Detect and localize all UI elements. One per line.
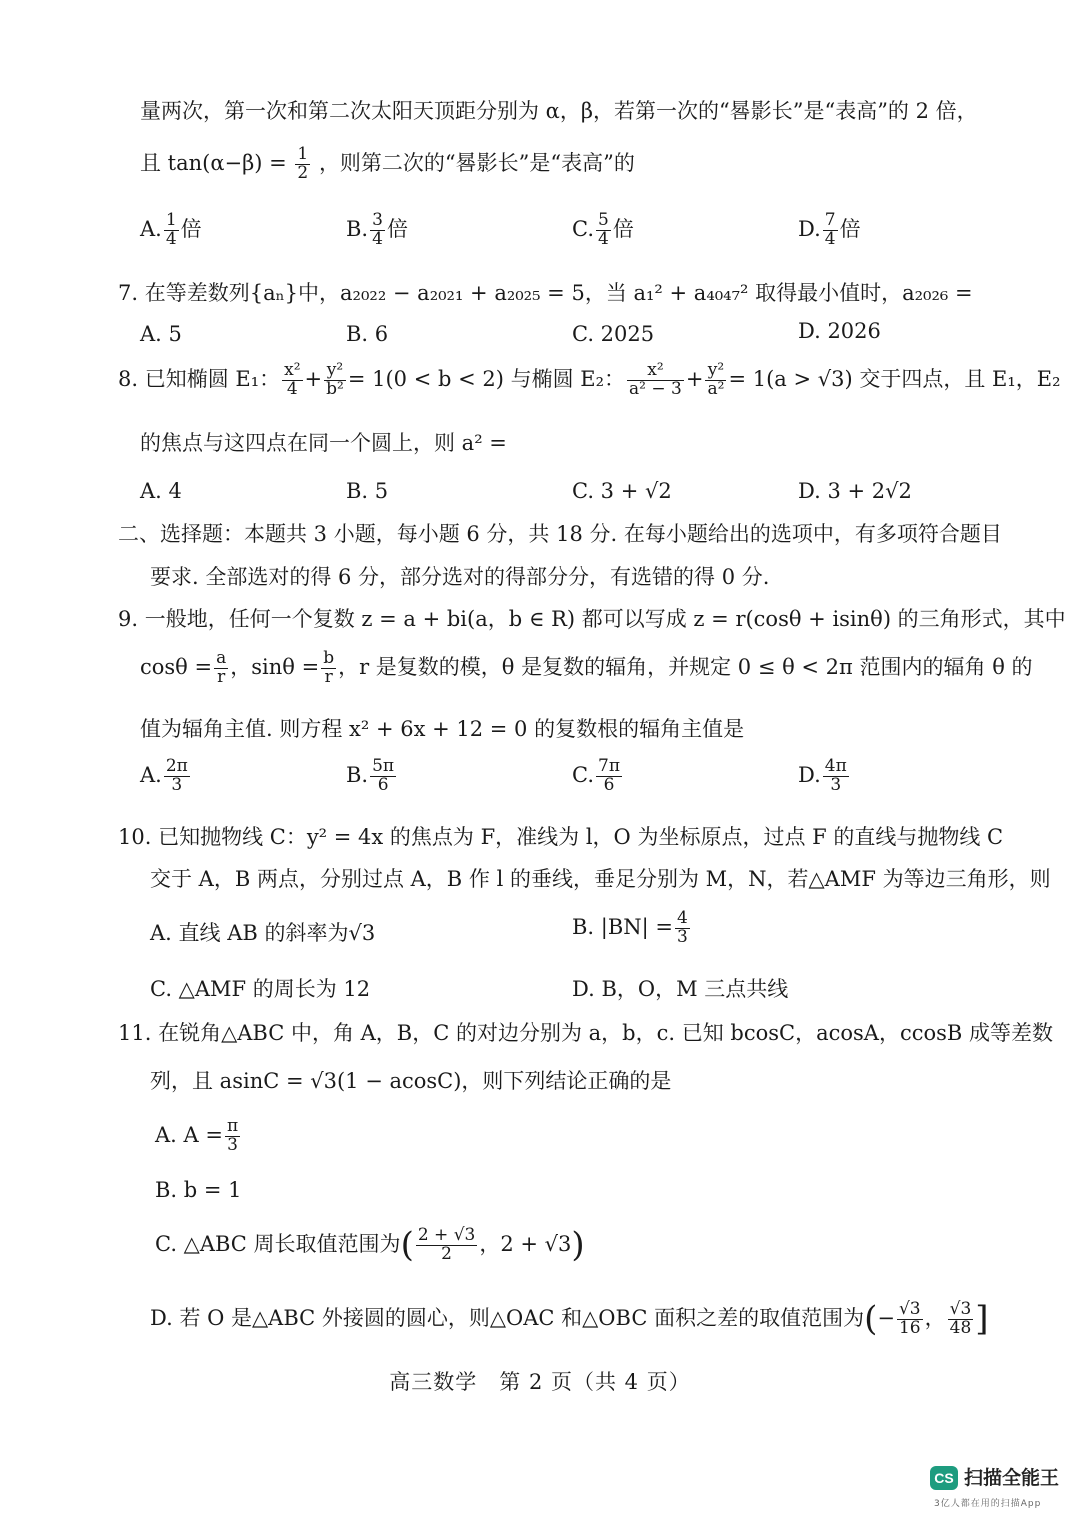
q7-option-b: B. 6 — [346, 322, 389, 346]
q9-option-c: C. $\frac{7\pi}{6}$ — [572, 756, 620, 795]
q6-option-b: B. $\frac{3}{4}$ 倍 — [346, 210, 408, 249]
q6-option-a: A. $\frac{1}{4}$ 倍 — [140, 210, 202, 249]
q7-option-d: D. 2026 — [798, 319, 881, 343]
q10-option-a: A. 直线 AB 的斜率为√3 — [150, 921, 376, 945]
section-2-heading: 二、选择题：本题共 3 小题，每小题 6 分，共 18 分. 在每小题给出的选项中，有多项符合题目 — [118, 522, 1002, 546]
q9-option-a: A. $\frac{2\pi}{3}$ — [140, 756, 188, 795]
q8-stem-line-2: 的焦点与这四点在同一个圆上，则 a² = — [140, 431, 507, 455]
q9-option-b: B. $\frac{5\pi}{6}$ — [346, 756, 395, 795]
q7-option-c: C. 2025 — [572, 322, 655, 346]
q8-option-d: D. 3 + 2√2 — [798, 479, 912, 503]
q7-stem: 7. 在等差数列{aₙ}中，a₂₀₂₂ − a₂₀₂₁ + a₂₀₂₅ = 5，当 a₁² + a₄₀₄₇² 取得最小值时，a₂₀₂₆ = — [118, 281, 973, 305]
q11-option-d: D. 若 O 是△ABC 外接圆的圆心，则△OAC 和△OBC 面积之差的取值范围为(− $\frac{√3}{16}$ ， $\frac{√3}{48}$ ] — [150, 1298, 989, 1339]
q6-line-1: 量两次，第一次和第二次太阳天顶距分别为 α，β，若第一次的“晷影长”是“表高”的 2 倍， — [140, 99, 978, 123]
q11-option-c: C. △ABC 周长取值范围为( $\frac{2 + √3}{2}$ ，2 + √3) — [155, 1224, 585, 1265]
q10-option-b: B. |BN| = $\frac{4}{3}$ — [572, 908, 688, 947]
q6-option-c: C. $\frac{5}{4}$ 倍 — [572, 210, 634, 249]
watermark-name: 扫描全能王 — [964, 1467, 1060, 1489]
q6-option-d: D. $\frac{7}{4}$ 倍 — [798, 210, 861, 249]
q9-option-d: D. $\frac{4\pi}{3}$ — [798, 756, 847, 795]
q11-stem-line-1: 11. 在锐角△ABC 中，角 A，B，C 的对边分别为 a，b，c. 已知 bcosC，acosA，ccosB 成等差数 — [118, 1021, 1054, 1045]
section-2-heading-cont: 要求. 全部选对的得 6 分，部分选对的得部分分，有选错的得 0 分. — [150, 565, 770, 589]
q8-stem-line-1: 8. 已知椭圆 E₁： $\frac{\text{x²}}{4}$ + $\frac{\text{y²}}{\text{b²}}$ = 1(0 < b < 2) 与椭圆 E₂： $\frac{\text{x²}}{\text{a² − 3}}$ + $\frac{\text{y²}}{\text{a²}}$ = 1(a > √3) 交于四点，且 E₁，E₂ — [118, 360, 1061, 399]
watermark-tagline: 3亿人都在用的扫描App — [934, 1499, 1042, 1509]
q10-option-d: D. B，O，M 三点共线 — [572, 977, 789, 1001]
q8-option-b: B. 5 — [346, 479, 389, 503]
q7-option-a: A. 5 — [140, 322, 182, 346]
q10-stem-line-1: 10. 已知抛物线 C：y² = 4x 的焦点为 F，准线为 l，O 为坐标原点，过点 F 的直线与抛物线 C — [118, 825, 1004, 849]
q8-option-a: A. 4 — [140, 479, 182, 503]
q9-stem-line-3: 值为辐角主值. 则方程 x² + 6x + 12 = 0 的复数根的辐角主值是 — [140, 717, 745, 741]
q9-stem-line-2: cosθ = $\frac{a}{r}$ ，sinθ = $\frac{b}{r}$ ，r 是复数的模，θ 是复数的辐角，并规定 0 ≤ θ < 2π 范围内的辐角 θ 的 — [140, 648, 1033, 687]
camscanner-logo-icon: CS — [930, 1466, 958, 1490]
q11-option-b: B. b = 1 — [155, 1178, 242, 1202]
page-footer: 高三数学 第 2 页（共 4 页） — [389, 1370, 691, 1394]
scanner-watermark — [930, 1466, 1070, 1516]
q6-line-2: 且 tan(α−β) = $\frac{1}{2}$ ，则第二次的“晷影长”是“表高”的 — [140, 144, 635, 183]
q9-stem-line-1: 9. 一般地，任何一个复数 z = a + bi(a，b ∈ R) 都可以写成 z = r(cosθ + isinθ) 的三角形式，其中 — [118, 607, 1066, 631]
fraction: $\frac{1}{2}$ — [297, 144, 309, 183]
q11-option-a: A. A = $\frac{\pi}{3}$ — [155, 1116, 239, 1155]
q10-option-c: C. △AMF 的周长为 12 — [150, 977, 371, 1001]
q10-stem-line-2: 交于 A，B 两点，分别过点 A，B 作 l 的垂线，垂足分别为 M，N，若△AMF 为等边三角形，则 — [150, 867, 1051, 891]
q8-option-c: C. 3 + √2 — [572, 479, 672, 503]
q11-stem-line-2: 列，且 asinC = √3(1 − acosC)，则下列结论正确的是 — [150, 1069, 672, 1093]
